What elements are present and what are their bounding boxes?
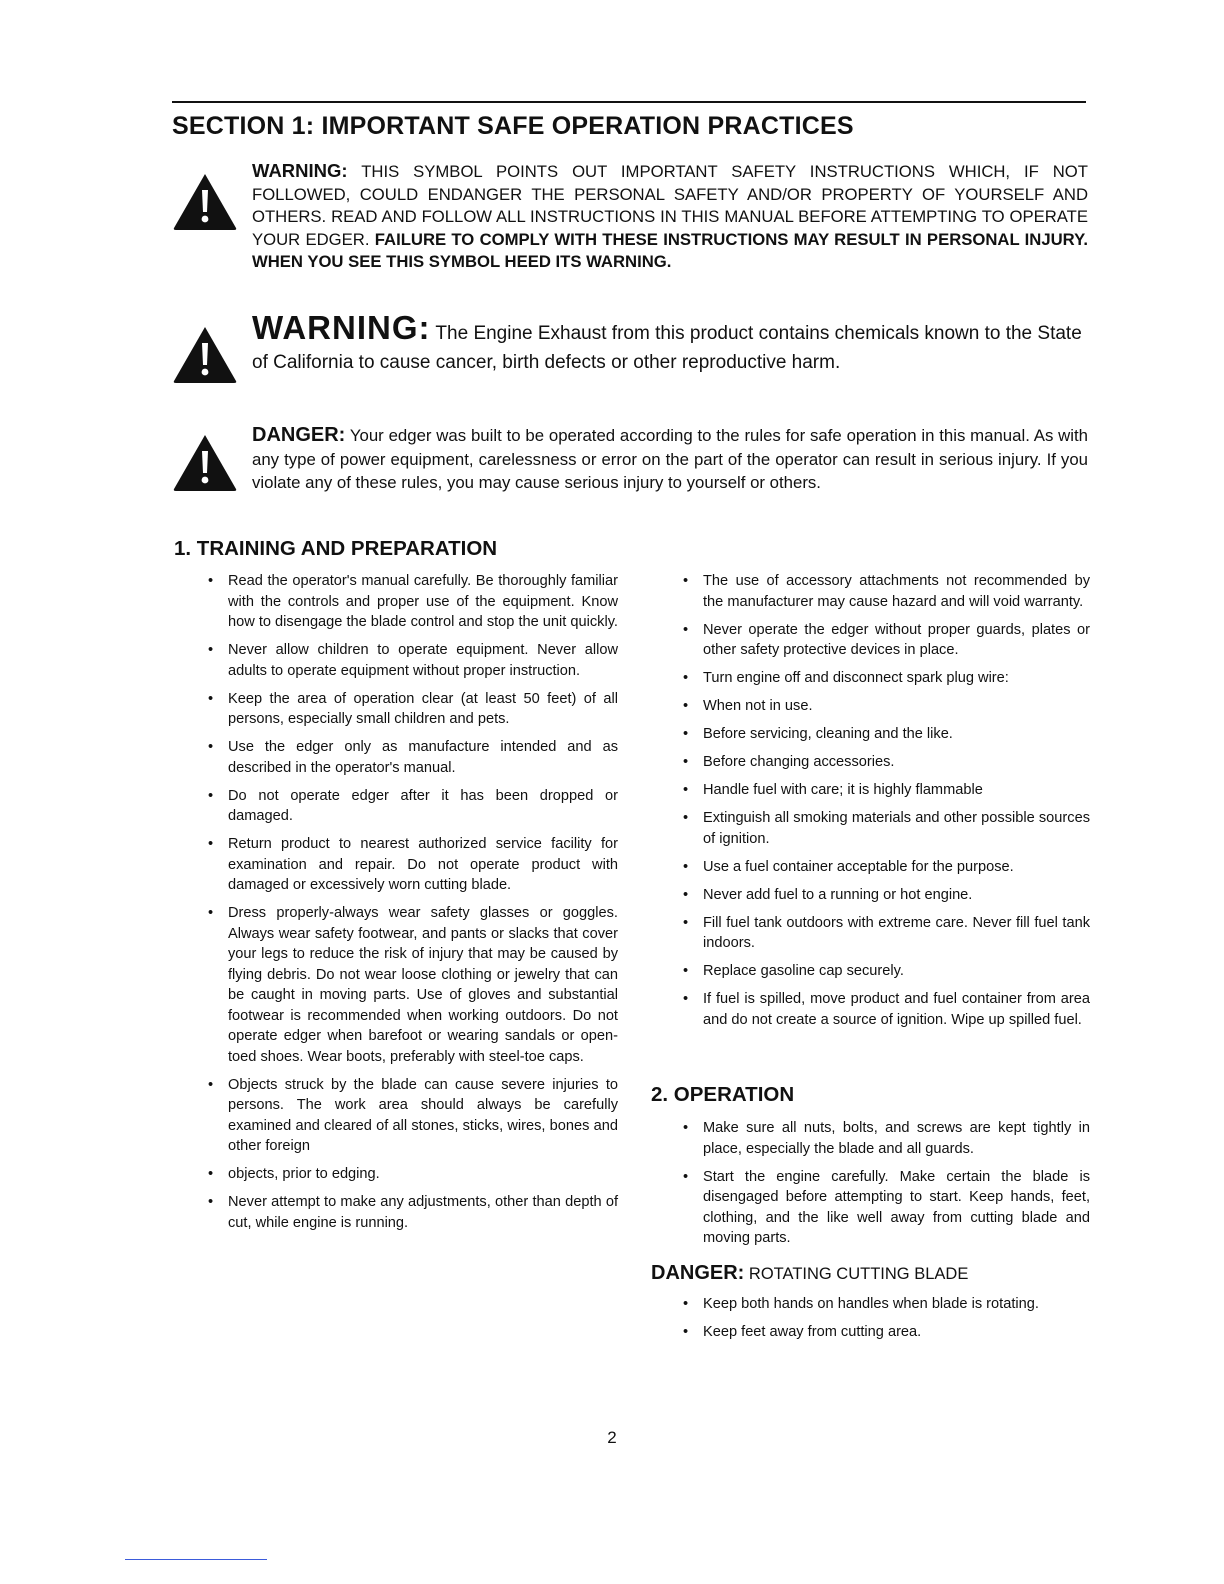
training-list [206, 571, 618, 1241]
page-number: 2 [607, 1428, 617, 1447]
list-item: • Objects struck by the blade can cause severe injuries to persons. The work area should always be carefully examined and cleared of all stones, sticks, wires, bones and other foreign [206, 1075, 618, 1157]
list-item: • Keep the area of operation clear (at least 50 feet) of all persons, especially small children and pets. [206, 689, 618, 730]
danger-notice [172, 424, 1088, 524]
list-item: • Use the edger only as manufacture intended and as described in the operator's manual. [206, 737, 618, 778]
operation-heading: 2. OPERATION [651, 1083, 795, 1106]
notice-lead: WARNING: [252, 309, 431, 346]
warning-triangle-icon [172, 172, 238, 232]
notice-lead: DANGER: [252, 424, 346, 446]
list-item: • objects, prior to edging. [206, 1164, 618, 1185]
list-item: • Do not operate edger after it has been dropped or damaged. [206, 786, 618, 827]
safety-symbol-warning [172, 160, 1088, 300]
notice-lead: WARNING: [252, 160, 348, 181]
list-item: • Use a fuel container acceptable for the purpose. [681, 857, 1090, 878]
rotating-blade-danger [651, 1262, 968, 1285]
list-item: • When not in use. [681, 696, 1090, 717]
warning-triangle-icon [172, 433, 238, 493]
notice-text [252, 424, 1088, 495]
blade-danger-list [681, 1294, 1090, 1350]
list-item: • Fill fuel tank outdoors with extreme care. Never fill fuel tank indoors. [681, 913, 1090, 954]
list-item: • Before servicing, cleaning and the like. [681, 724, 1090, 745]
list-item: • Return product to nearest authorized service facility for examination and repair. Do not operate product with damaged or excessively worn cutting blade. [206, 834, 618, 896]
list-item: • Handle fuel with care; it is highly flammable [681, 780, 1090, 801]
warning-triangle-icon [172, 325, 238, 385]
list-item: • Never attempt to make any adjustments, other than depth of cut, while engine is running. [206, 1192, 618, 1233]
list-item: • Start the engine carefully. Make certain the blade is disengaged before attempting to start. Keep hands, feet, clothing, and the like well away from cutting blade and moving parts. [681, 1167, 1090, 1249]
list-item: • If fuel is spilled, move product and fuel container from area and do not create a source of ignition. Wipe up spilled fuel. [681, 989, 1090, 1030]
list-item: • Read the operator's manual carefully. Be thoroughly familiar with the controls and proper use of the equipment. Know how to disengage the blade control and stop the unit quickly. [206, 571, 618, 633]
list-item: • The use of accessory attachments not recommended by the manufacturer may cause hazard and will void warranty. [681, 571, 1090, 612]
list-item: • Never add fuel to a running or hot engine. [681, 885, 1090, 906]
notice-body: Your edger was built to be operated according to the rules for safe operation in this manual. As with any type of power equipment, carelessness or error on the part of the operator can result in serious injury. If you violate any of these rules, you may cause serious injury to yourself or others. [252, 426, 1088, 492]
training-list-continued [681, 571, 1090, 1038]
notice-body: The Engine Exhaust from this product contains chemicals known to the State of California to cause cancer, birth defects or other reproductive harm. [252, 323, 1082, 373]
list-item: • Dress properly-always wear safety glasses or goggles. Always wear safety footwear, and pants or slacks that cover your legs to reduce the risk of injury that may be caused by flying debris. Do not wear loose clothing or jewelry that can be caught in moving parts. Use of gloves and substantial footwear is recommended when working outdoors. Do not operate edger when barefoot or wearing sandals or open-toed shoes. Wear boots, preferably with steel-toe caps. [206, 903, 618, 1067]
section-title: SECTION 1: IMPORTANT SAFE OPERATION PRACTICES [172, 112, 854, 140]
list-item: • Extinguish all smoking materials and other possible sources of ignition. [681, 808, 1090, 849]
notice-body: THIS SYMBOL POINTS OUT IMPORTANT SAFETY INSTRUCTIONS WHICH, IF NOT FOLLOWED, COULD ENDANGER THE PERSONAL SAFETY AND/OR PROPERTY OF YOURSELF AND OTHERS. READ AND FOLLOW ALL INSTRUCTIONS IN THIS MANUAL BEFORE ATTEMPTING TO OPERATE YOUR EDGER. [252, 162, 1088, 249]
list-item: • Make sure all nuts, bolts, and screws are kept tightly in place, especially the blade and all guards. [681, 1118, 1090, 1159]
danger-lead: DANGER: [651, 1262, 745, 1284]
operation-list [681, 1118, 1090, 1256]
footer-rule [125, 1559, 267, 1560]
training-heading: 1. TRAINING AND PREPARATION [174, 537, 498, 560]
danger-text: ROTATING CUTTING BLADE [744, 1265, 969, 1283]
top-rule [172, 101, 1086, 103]
list-item: • Keep feet away from cutting area. [681, 1322, 1090, 1343]
notice-text [252, 309, 1088, 377]
list-item: • Replace gasoline cap securely. [681, 961, 1090, 982]
list-item: • Keep both hands on handles when blade is rotating. [681, 1294, 1090, 1315]
notice-emphasis: FAILURE TO COMPLY WITH THESE INSTRUCTIONS MAY RESULT IN PERSONAL INJURY. WHEN YOU SEE THIS SYMBOL HEED ITS WARNING. [252, 229, 1088, 271]
list-item: • Never allow children to operate equipment. Never allow adults to operate equipment without proper instruction. [206, 640, 618, 681]
list-item: • Turn engine off and disconnect spark plug wire: [681, 668, 1090, 689]
list-item: • Never operate the edger without proper guards, plates or other safety protective devices in place. [681, 620, 1090, 661]
list-item: • Before changing accessories. [681, 752, 1090, 773]
california-warning [172, 309, 1088, 388]
notice-text [252, 160, 1088, 274]
